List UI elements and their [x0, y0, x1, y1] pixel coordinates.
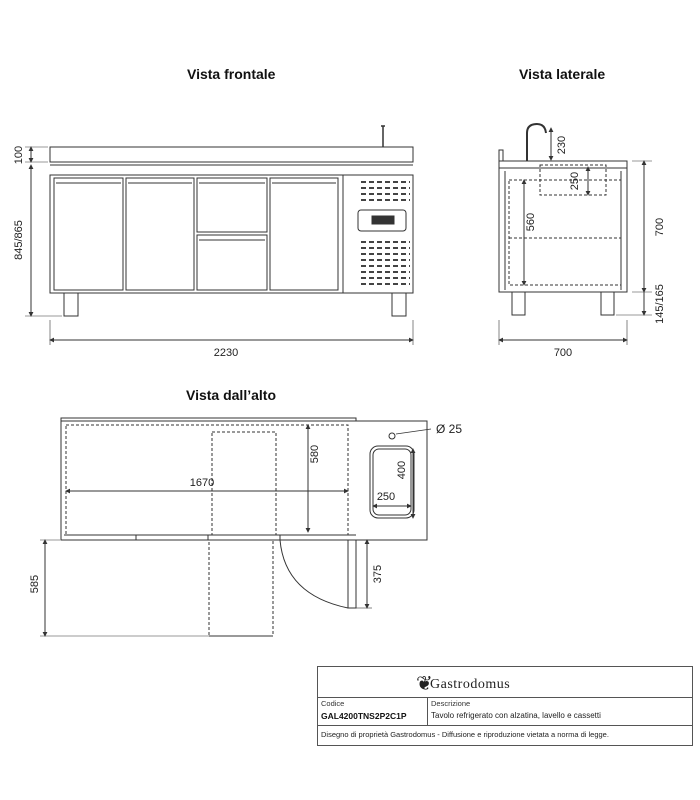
side-cabinet	[499, 168, 627, 292]
brand-logo-icon: ❦	[416, 673, 433, 695]
front-dim-height: 845/865	[13, 220, 25, 260]
front-foot-left	[64, 293, 78, 316]
side-tap	[527, 124, 546, 161]
top-dim-drawer: 375	[372, 564, 384, 584]
copyright-note: Disegno di proprietà Gastrodomus - Diffusione e riproduzione vietata a norma di legge.	[321, 730, 609, 739]
top-view-title: Vista dall’alto	[186, 387, 276, 403]
front-door-2	[126, 178, 194, 290]
brand-name: Gastrodomus	[430, 677, 511, 692]
description-label: Descrizione	[431, 699, 471, 708]
side-dim-depth: 700	[553, 347, 573, 359]
side-view	[499, 124, 652, 345]
top-view	[40, 418, 431, 636]
front-drawer-1	[197, 178, 267, 232]
front-dim-width: 2230	[213, 347, 239, 359]
front-dim-upstand: 100	[13, 145, 25, 165]
top-dim-door: 585	[29, 574, 41, 594]
side-foot-left	[512, 292, 525, 315]
front-view-title: Vista frontale	[187, 66, 276, 82]
front-drawer-2	[197, 235, 267, 290]
product-code: GAL4200TNS2P2C1P	[321, 711, 407, 721]
title-block-logo-row	[318, 667, 692, 698]
front-foot-right	[392, 293, 406, 316]
code-label: Codice	[321, 699, 345, 708]
side-dim-tap: 230	[556, 135, 568, 155]
top-dim-hole: Ø 25	[436, 422, 463, 436]
side-view-title: Vista laterale	[519, 66, 606, 82]
side-dim-height: 700	[654, 217, 666, 237]
front-view	[25, 126, 413, 345]
side-dim-inner: 560	[525, 212, 537, 232]
title-block	[317, 666, 693, 746]
top-dim-sink-width: 400	[396, 460, 408, 480]
top-door-open	[348, 540, 356, 608]
title-block-info-row	[318, 697, 692, 726]
top-tap-hole	[389, 433, 395, 439]
side-dim-feet: 145/165	[654, 284, 666, 324]
top-drawer-area	[212, 432, 276, 535]
top-drawer-open	[209, 540, 273, 636]
code-cell	[318, 697, 428, 725]
top-dim-depth: 580	[309, 444, 321, 464]
product-description: Tavolo refrigerato con alzatina, lavello e cassetti	[431, 711, 601, 720]
front-door-3	[270, 178, 338, 290]
front-door-1	[54, 178, 123, 290]
top-dim-sink-depth: 250	[376, 491, 396, 503]
top-door-swing	[280, 540, 348, 608]
top-sink	[370, 446, 414, 518]
side-dim-sink: 250	[569, 171, 581, 191]
side-foot-right	[601, 292, 614, 315]
top-worktop	[61, 418, 427, 540]
front-tap	[381, 126, 385, 147]
top-dim-length: 1670	[189, 477, 215, 489]
side-inner-space	[509, 180, 621, 285]
description-cell	[428, 697, 692, 725]
front-upstand	[50, 147, 413, 162]
